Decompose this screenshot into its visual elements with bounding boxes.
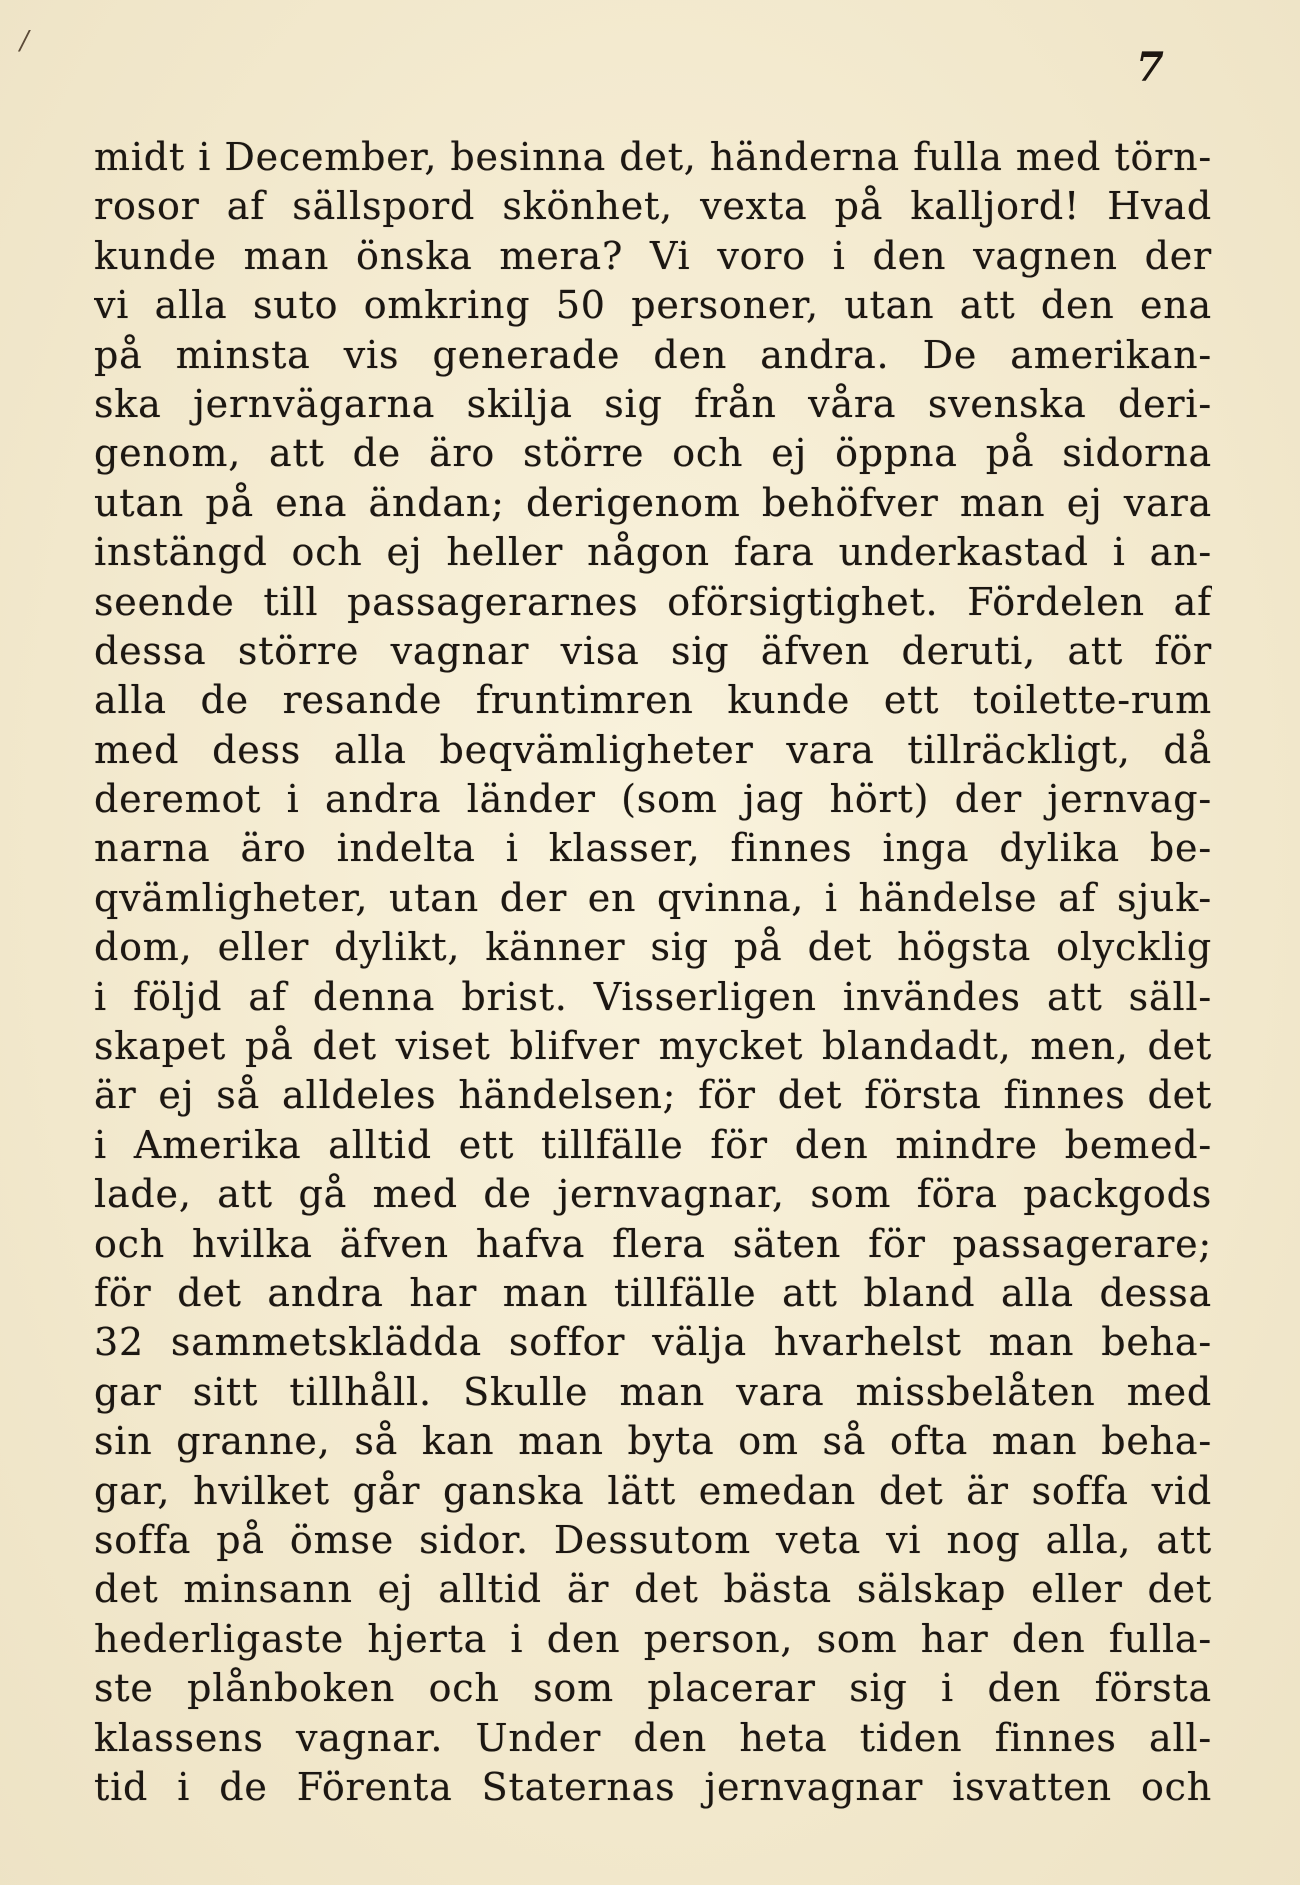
text-line-20: är ej så alldeles händelsen; för det första finnes det <box>94 1073 1212 1118</box>
text-line-29: soffa på ömse sidor. Dessutom veta vi nog alla, att <box>94 1517 1212 1562</box>
text-line-16: qvämligheter, utan der en qvinna, i händelse af sjuk- <box>94 875 1212 920</box>
text-line-30: det minsann ej alltid är det bästa sälskap eller det <box>94 1567 1212 1612</box>
body-text <box>94 133 1212 1812</box>
text-line-19: skapet på det viset blifver mycket blandadt, men, det <box>94 1024 1212 1069</box>
margin-mark: / <box>20 26 29 56</box>
text-line-24: för det andra har man tillfälle att bland alla dessa <box>94 1270 1212 1315</box>
text-line-23: och hvilka äfven hafva flera säten för passagerare; <box>94 1221 1212 1266</box>
text-line-26: gar sitt tillhåll. Skulle man vara missbelåten med <box>94 1369 1212 1414</box>
text-line-1: midt i December, besinna det, händerna fulla med törn- <box>94 135 1212 179</box>
text-line-17: dom, eller dylikt, känner sig på det högsta olycklig <box>94 925 1212 970</box>
text-line-13: med dess alla beqvämligheter vara tillräckligt, då <box>94 727 1212 772</box>
text-line-14: deremot i andra länder (som jag hört) der jernvag- <box>94 777 1212 822</box>
text-line-9: instängd och ej heller någon fara underkastad i an- <box>94 530 1212 575</box>
text-line-11: dessa större vagnar visa sig äfven deruti, att för <box>94 628 1212 673</box>
text-line-21: i Amerika alltid ett tillfälle för den mindre bemed- <box>94 1122 1212 1167</box>
text-line-31: hederligaste hjerta i den person, som har den fulla- <box>94 1616 1212 1661</box>
text-line-15: narna äro indelta i klasser, finnes inga dylika be- <box>94 826 1212 871</box>
text-line-3: kunde man önska mera? Vi voro i den vagnen der <box>94 233 1212 278</box>
text-line-33: klassens vagnar. Under den heta tiden finnes all- <box>94 1715 1212 1760</box>
text-line-27: sin granne, så kan man byta om så ofta man beha- <box>94 1419 1212 1464</box>
text-line-2: rosor af sällspord skönhet, vexta på kalljord! Hvad <box>94 184 1212 229</box>
text-line-7: genom, att de äro större och ej öppna på sidorna <box>94 431 1212 476</box>
text-line-10: seende till passagerarnes oförsigtighet. Fördelen af <box>94 579 1212 624</box>
text-line-4: vi alla suto omkring 50 personer, utan att den ena <box>94 283 1212 328</box>
text-line-5: på minsta vis generade den andra. De amerikan- <box>94 332 1212 377</box>
page-number: 7 <box>1136 44 1164 91</box>
text-line-8: utan på ena ändan; derigenom behöfver man ej vara <box>94 480 1212 525</box>
text-line-32: ste plånboken och som placerar sig i den första <box>94 1666 1212 1711</box>
text-line-18: i följd af denna brist. Visserligen invändes att säll- <box>94 974 1212 1019</box>
text-line-28: gar, hvilket går ganska lätt emedan det är soffa vid <box>94 1468 1212 1513</box>
text-line-34: tid i de Förenta Staternas jernvagnar isvatten och <box>94 1764 1212 1809</box>
text-line-22: lade, att gå med de jernvagnar, som föra packgods <box>94 1172 1212 1217</box>
text-line-6: ska jernvägarna skilja sig från våra svenska deri- <box>94 381 1212 426</box>
text-line-25: 32 sammetsklädda soffor välja hvarhelst man beha- <box>94 1320 1212 1365</box>
text-line-12: alla de resande fruntimren kunde ett toilette-rum <box>94 678 1212 723</box>
